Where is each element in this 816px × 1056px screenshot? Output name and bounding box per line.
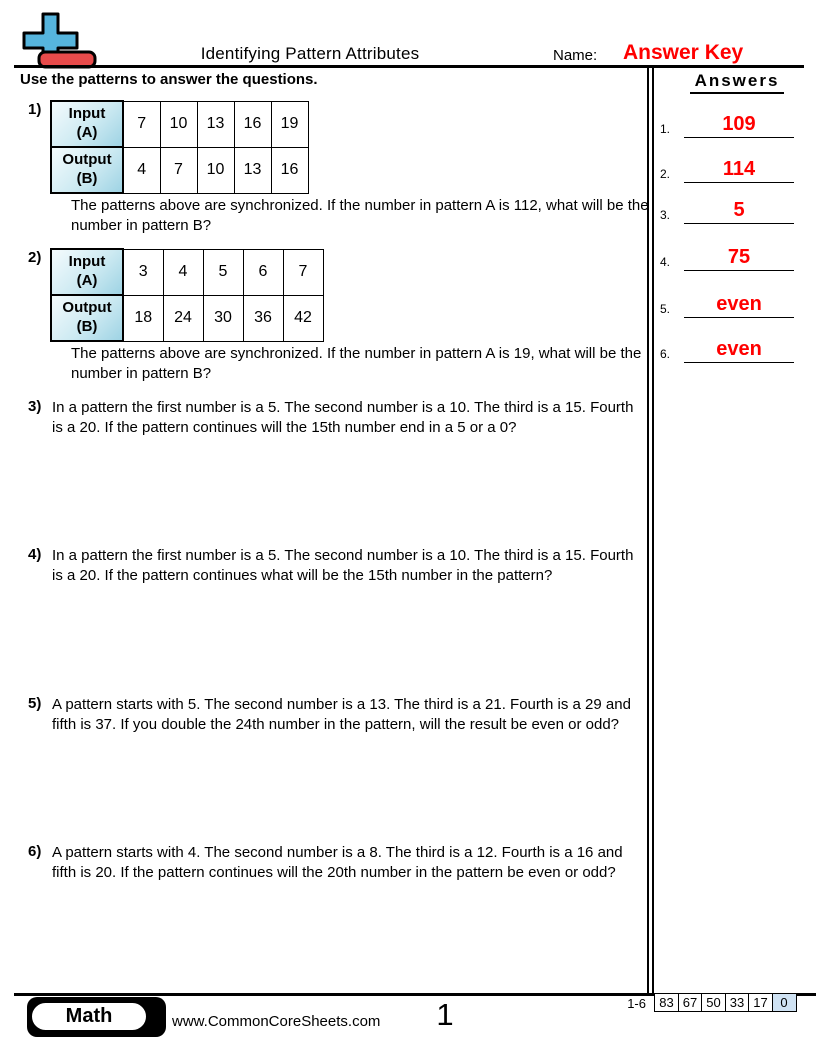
table-cell: 4 — [123, 147, 160, 193]
subject-badge — [27, 997, 166, 1037]
answer-value: even — [684, 336, 794, 363]
answer-number: 4. — [660, 255, 671, 269]
answer-number: 3. — [660, 208, 671, 222]
problem-5 — [28, 695, 644, 734]
problem-5-question: A pattern starts with 5. The second number is a 13. The third is a 21. Fourth is a 29 and fifth is 37. If you double the 24th number in the pattern, will the result be even or odd? — [52, 696, 631, 733]
problem-2-table — [50, 248, 324, 342]
page-title: Identifying Pattern Attributes — [200, 44, 420, 63]
problem-3-question: In a pattern the first number is a 5. The second number is a 10. The third is a 15. Fourth is a 20. If the pattern continues will the 15th number end in a 5 or a 0? — [52, 399, 634, 436]
score-cell: 33 — [725, 993, 750, 1012]
answer-number: 1. — [660, 122, 671, 136]
table-cell: 10 — [160, 101, 197, 147]
score-cell: 67 — [678, 993, 703, 1012]
score-cell: 50 — [701, 993, 726, 1012]
score-cell: 83 — [654, 993, 679, 1012]
problem-5-number: 5) — [28, 695, 42, 712]
input-header-cell — [51, 101, 123, 147]
answer-number: 5. — [660, 302, 671, 316]
table-cell: 13 — [234, 147, 271, 193]
problem-3 — [28, 398, 644, 437]
problem-3-number: 3) — [28, 398, 42, 415]
answer-key-label: Answer Key — [623, 41, 744, 64]
output-header-cell — [51, 295, 123, 341]
table-row-output — [51, 295, 323, 341]
table-row-input — [51, 249, 323, 295]
input-sub-label: (A) — [76, 272, 98, 289]
table-cell: 10 — [197, 147, 234, 193]
answer-row-6 — [660, 335, 794, 363]
problem-2-question: The patterns above are synchronized. If the number in pattern A is 19, what will be the number in pattern B? — [71, 345, 642, 382]
table-row-output — [51, 147, 308, 193]
table-cell: 4 — [163, 249, 203, 295]
answer-value: 109 — [684, 111, 794, 138]
input-label: Input — [68, 105, 106, 123]
output-sub-label: (B) — [76, 318, 98, 335]
score-range-label: 1-6 — [627, 996, 646, 1011]
score-cell-highlighted: 0 — [772, 993, 797, 1012]
answer-number: 6. — [660, 347, 671, 361]
table-cell: 19 — [271, 101, 308, 147]
answer-row-3 — [660, 196, 794, 224]
answer-number: 2. — [660, 167, 671, 181]
output-label: Output — [62, 151, 112, 169]
page-number: 1 — [436, 997, 454, 1032]
problem-1-question: The patterns above are synchronized. If the number in pattern A is 112, what will be the number in pattern B? — [71, 197, 649, 234]
answer-row-1 — [660, 110, 794, 138]
problem-1-table — [50, 100, 309, 194]
problem-4-number: 4) — [28, 546, 42, 563]
table-cell: 36 — [243, 295, 283, 341]
problem-1-number: 1) — [28, 101, 42, 118]
table-cell: 16 — [271, 147, 308, 193]
name-label: Name: — [553, 47, 598, 64]
problem-4-question: In a pattern the first number is a 5. The second number is a 10. The third is a 15. Fourth is a 20. If the pattern continues what will be the 15th number in the pattern? — [52, 547, 634, 584]
table-cell: 13 — [197, 101, 234, 147]
input-header-cell — [51, 249, 123, 295]
problem-6 — [28, 843, 644, 882]
problem-6-number: 6) — [28, 843, 42, 860]
input-sub-label: (A) — [76, 124, 98, 141]
instruction-text: Use the patterns to answer the questions. — [20, 71, 318, 88]
problem-6-question: A pattern starts with 4. The second number is a 8. The third is a 12. Fourth is a 16 and fifth is 20. If the pattern continues will the 20th number in the pattern be even or odd? — [52, 844, 623, 881]
answer-value: 5 — [684, 197, 794, 224]
score-table — [654, 993, 797, 1012]
header-divider — [14, 65, 804, 68]
table-cell: 24 — [163, 295, 203, 341]
table-cell: 30 — [203, 295, 243, 341]
table-cell: 7 — [123, 101, 160, 147]
website-url: www.CommonCoreSheets.com — [172, 1013, 381, 1030]
answer-value: 75 — [684, 244, 794, 271]
output-header-cell — [51, 147, 123, 193]
output-label: Output — [62, 299, 112, 317]
input-label: Input — [68, 253, 106, 271]
answer-value: 114 — [684, 156, 794, 183]
answer-value: even — [684, 291, 794, 318]
problem-4 — [28, 546, 644, 585]
answer-row-5 — [660, 290, 794, 318]
table-cell: 7 — [283, 249, 323, 295]
answer-row-4 — [660, 243, 794, 271]
problem-2-number: 2) — [28, 249, 42, 266]
table-cell: 7 — [160, 147, 197, 193]
table-cell: 5 — [203, 249, 243, 295]
answers-title: Answers — [690, 71, 784, 94]
table-cell: 16 — [234, 101, 271, 147]
output-sub-label: (B) — [76, 170, 98, 187]
table-cell: 42 — [283, 295, 323, 341]
score-cell: 17 — [748, 993, 773, 1012]
table-cell: 3 — [123, 249, 163, 295]
table-cell: 6 — [243, 249, 283, 295]
answer-row-2 — [660, 155, 794, 183]
table-cell: 18 — [123, 295, 163, 341]
table-row-input — [51, 101, 308, 147]
subject-label: Math — [30, 1001, 148, 1032]
